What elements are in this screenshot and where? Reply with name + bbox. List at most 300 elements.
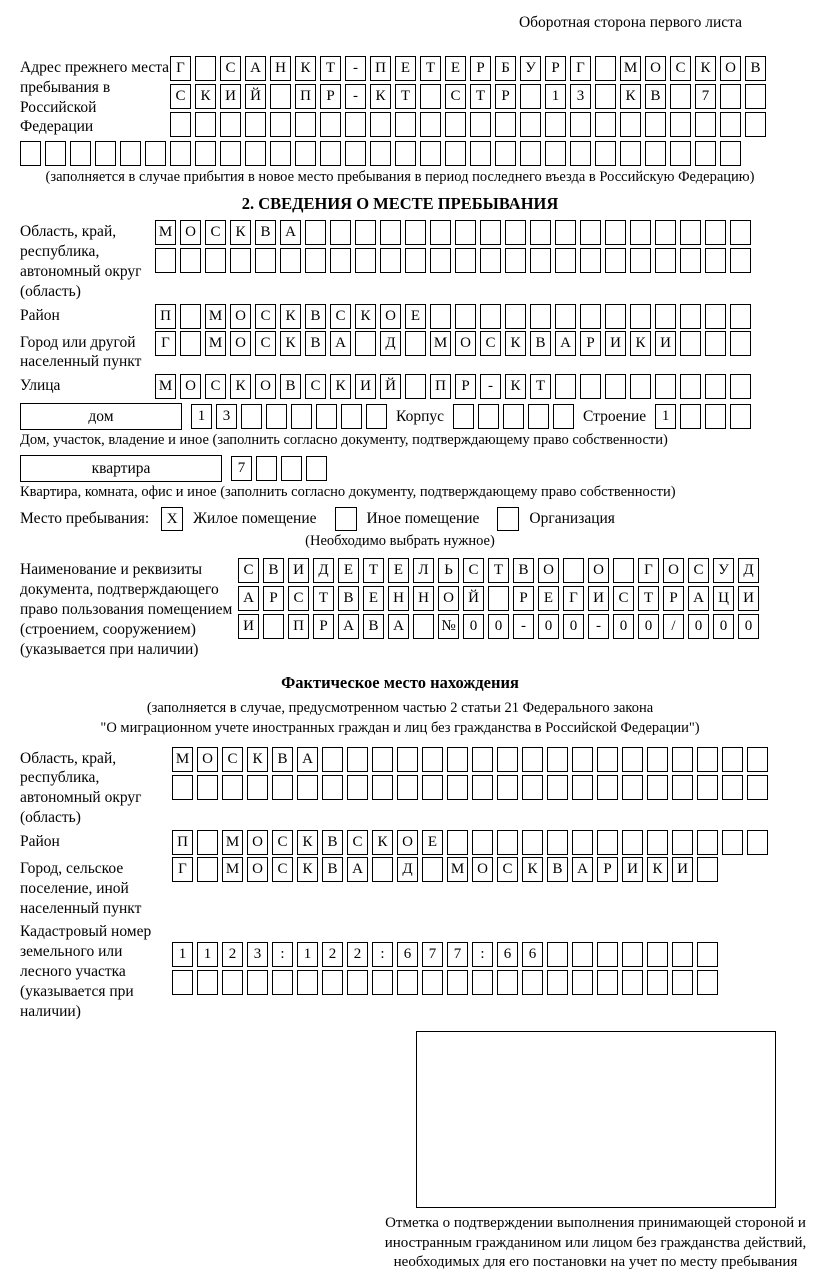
char-cell (195, 141, 216, 166)
char-cell: С (480, 331, 501, 356)
char-cell (705, 304, 726, 329)
char-cell (547, 747, 568, 772)
char-cell (355, 248, 376, 273)
char-cell (472, 747, 493, 772)
apartment-cells (231, 456, 327, 481)
house-number-cells (191, 404, 387, 429)
char-cell: Г (172, 857, 193, 882)
char-cell: И (672, 857, 693, 882)
char-cell (497, 747, 518, 772)
char-cell (730, 304, 751, 329)
char-cell: К (505, 374, 526, 399)
char-cell: С (288, 586, 309, 611)
char-cell (180, 331, 201, 356)
char-cell (422, 775, 443, 800)
char-cell: 3 (216, 404, 237, 429)
korpus-label: Корпус (396, 407, 444, 425)
section3-note-2: "О миграционном учете иностранных граждан и лиц без гражданства в Российской Федерации") (100, 719, 700, 736)
char-cell: М (205, 331, 226, 356)
checkbox-zhiloe: X (161, 507, 183, 531)
char-cell: И (238, 614, 259, 639)
char-cell: А (338, 614, 359, 639)
char-cell: О (645, 56, 666, 81)
char-cell (572, 775, 593, 800)
char-cell (705, 331, 726, 356)
prev-address-field (20, 56, 780, 137)
char-cell (413, 614, 434, 639)
char-cell (495, 112, 516, 137)
char-cell (497, 970, 518, 995)
cadastre-field (20, 920, 780, 1021)
char-cell: А (347, 857, 368, 882)
char-cell: К (505, 331, 526, 356)
char-cell: О (538, 558, 559, 583)
char-cell (622, 775, 643, 800)
char-cell: О (720, 56, 741, 81)
char-cell (630, 220, 651, 245)
char-cell: - (588, 614, 609, 639)
char-cell (622, 942, 643, 967)
char-cell (522, 775, 543, 800)
char-cell (595, 56, 616, 81)
char-cell: - (480, 374, 501, 399)
char-cell (570, 112, 591, 137)
char-cell: 3 (570, 84, 591, 109)
char-cell (547, 942, 568, 967)
char-cell: Д (380, 331, 401, 356)
char-cell: : (372, 942, 393, 967)
char-cell (547, 775, 568, 800)
region-label: Область, край, республика, автономный округ (область) (20, 223, 142, 300)
char-cell (272, 775, 293, 800)
char-cell: К (297, 830, 318, 855)
document-row-1 (238, 558, 759, 583)
char-cell: 2 (222, 942, 243, 967)
page-side-note: Оборотная сторона первого листа (518, 14, 742, 31)
char-cell: Р (663, 586, 684, 611)
char-cell (347, 970, 368, 995)
document-label: Наименование и реквизиты документа, подтверждающего право пользования помещением (строением, сооружением) (указывается при наличии) (20, 561, 233, 658)
char-cell (330, 248, 351, 273)
prev-address-row-4 (20, 141, 780, 166)
char-cell (622, 970, 643, 995)
char-cell: О (663, 558, 684, 583)
fact-region-label: Область, край, республика, автономный округ (область) (20, 749, 142, 827)
char-cell (430, 220, 451, 245)
char-cell: К (230, 374, 251, 399)
char-cell (422, 747, 443, 772)
city-row (155, 331, 751, 356)
char-cell: М (222, 857, 243, 882)
char-cell: С (347, 830, 368, 855)
char-cell: Н (413, 586, 434, 611)
district-label: Район (20, 306, 60, 324)
char-cell (297, 775, 318, 800)
char-cell: 1 (297, 942, 318, 967)
street-label: Улица (20, 377, 61, 395)
char-cell: И (588, 586, 609, 611)
char-cell (597, 970, 618, 995)
char-cell: / (663, 614, 684, 639)
section2-title: 2. СВЕДЕНИЯ О МЕСТЕ ПРЕБЫВАНИЯ (241, 194, 559, 214)
char-cell (220, 112, 241, 137)
char-cell: 3 (247, 942, 268, 967)
char-cell (197, 775, 218, 800)
char-cell (45, 141, 66, 166)
char-cell (263, 614, 284, 639)
option-organizaciya-label: Организация (529, 510, 615, 528)
char-cell (545, 141, 566, 166)
house-box: дом (20, 403, 182, 430)
char-cell: Л (413, 558, 434, 583)
char-cell (572, 747, 593, 772)
char-cell: О (230, 331, 251, 356)
char-cell (722, 830, 743, 855)
city-field (20, 331, 780, 373)
char-cell: А (688, 586, 709, 611)
char-cell (472, 830, 493, 855)
char-cell (455, 304, 476, 329)
char-cell (563, 558, 584, 583)
char-cell: М (620, 56, 641, 81)
char-cell: К (522, 857, 543, 882)
char-cell (172, 970, 193, 995)
char-cell (747, 775, 768, 800)
char-cell (605, 220, 626, 245)
char-cell (345, 141, 366, 166)
fact-region-field (20, 747, 780, 828)
char-cell: К (295, 56, 316, 81)
char-cell: В (305, 304, 326, 329)
section3-note-1: (заполняется в случае, предусмотренном частью 2 статьи 21 Федерального закона (146, 700, 654, 717)
char-cell (478, 404, 499, 429)
char-cell: К (195, 84, 216, 109)
char-cell (405, 374, 426, 399)
char-cell (397, 747, 418, 772)
char-cell (470, 112, 491, 137)
fact-region-rows (172, 747, 768, 800)
char-cell (472, 970, 493, 995)
prev-address-rows (170, 56, 766, 137)
char-cell (305, 248, 326, 273)
char-cell (70, 141, 91, 166)
char-cell: 0 (713, 614, 734, 639)
char-cell: О (180, 220, 201, 245)
char-cell: Д (738, 558, 759, 583)
char-cell: Ь (438, 558, 459, 583)
char-cell (470, 141, 491, 166)
prev-address-row-1 (170, 56, 766, 81)
char-cell: О (255, 374, 276, 399)
fact-city-label: Город, сельское поселение, иной населенный пункт (20, 859, 142, 917)
fact-district-row (172, 830, 768, 855)
char-cell (680, 374, 701, 399)
char-cell (747, 830, 768, 855)
char-cell: А (388, 614, 409, 639)
char-cell: О (230, 304, 251, 329)
char-cell: О (247, 857, 268, 882)
char-cell: 0 (688, 614, 709, 639)
char-cell (447, 830, 468, 855)
char-cell (380, 248, 401, 273)
char-cell: О (180, 374, 201, 399)
char-cell (20, 141, 41, 166)
char-cell: К (372, 830, 393, 855)
char-cell (447, 970, 468, 995)
char-cell: Е (338, 558, 359, 583)
char-cell (180, 248, 201, 273)
char-cell (420, 112, 441, 137)
char-cell: 0 (613, 614, 634, 639)
char-cell: С (272, 830, 293, 855)
char-cell (655, 374, 676, 399)
region-field (20, 220, 780, 301)
char-cell: А (280, 220, 301, 245)
char-cell (372, 747, 393, 772)
region-rows (155, 220, 751, 273)
char-cell (195, 56, 216, 81)
char-cell: 1 (172, 942, 193, 967)
char-cell: Е (388, 558, 409, 583)
char-cell: Н (388, 586, 409, 611)
char-cell (520, 141, 541, 166)
char-cell: К (355, 304, 376, 329)
char-cell (320, 112, 341, 137)
char-cell (380, 220, 401, 245)
char-cell (488, 586, 509, 611)
char-cell (672, 942, 693, 967)
char-cell (480, 248, 501, 273)
char-cell: М (222, 830, 243, 855)
char-cell (730, 331, 751, 356)
stay-type-note: (Необходимо выбрать нужное) (305, 533, 495, 550)
char-cell: О (472, 857, 493, 882)
char-cell: Д (313, 558, 334, 583)
char-cell (697, 747, 718, 772)
char-cell: 7 (695, 84, 716, 109)
char-cell (745, 84, 766, 109)
char-cell (622, 830, 643, 855)
char-cell (256, 456, 277, 481)
char-cell: В (745, 56, 766, 81)
stay-type-row (20, 507, 780, 531)
char-cell (480, 304, 501, 329)
char-cell (630, 304, 651, 329)
char-cell (570, 141, 591, 166)
char-cell (720, 141, 741, 166)
char-cell (680, 220, 701, 245)
char-cell (595, 112, 616, 137)
char-cell: Г (170, 56, 191, 81)
char-cell (555, 304, 576, 329)
char-cell: А (238, 586, 259, 611)
char-cell: Е (422, 830, 443, 855)
char-cell (197, 857, 218, 882)
char-cell (655, 220, 676, 245)
char-cell: К (280, 331, 301, 356)
char-cell (730, 220, 751, 245)
char-cell (255, 248, 276, 273)
char-cell (447, 747, 468, 772)
char-cell (647, 942, 668, 967)
char-cell: С (170, 84, 191, 109)
char-cell: 0 (563, 614, 584, 639)
char-cell: А (555, 331, 576, 356)
cadastre-row-2 (172, 970, 718, 995)
char-cell: Г (155, 331, 176, 356)
char-cell (697, 857, 718, 882)
stamp-caption: Отметка о подтверждении выполнения принимающей стороной и иностранным гражданином или лицом без гражданства действий, необходимых для его постановки на учет по месту пребывания (384, 1215, 807, 1271)
char-cell (555, 374, 576, 399)
char-cell: Р (495, 84, 516, 109)
char-cell: С (445, 84, 466, 109)
char-cell (730, 404, 751, 429)
char-cell (630, 248, 651, 273)
char-cell: М (447, 857, 468, 882)
char-cell (672, 970, 693, 995)
char-cell (222, 775, 243, 800)
char-cell: 2 (322, 942, 343, 967)
checkbox-inoe (335, 507, 357, 531)
char-cell (545, 112, 566, 137)
char-cell: С (272, 857, 293, 882)
char-cell (420, 84, 441, 109)
char-cell: Р (320, 84, 341, 109)
char-cell: О (197, 747, 218, 772)
char-cell (605, 248, 626, 273)
char-cell (395, 141, 416, 166)
char-cell (280, 248, 301, 273)
char-cell (291, 404, 312, 429)
char-cell (295, 112, 316, 137)
apartment-note: Квартира, комната, офис и иное (заполнить согласно документу, подтверждающему право собственности) (20, 484, 676, 501)
char-cell: К (247, 747, 268, 772)
char-cell (672, 830, 693, 855)
char-cell: Р (597, 857, 618, 882)
option-inoe-label: Иное помещение (366, 510, 480, 528)
region-row-2 (155, 248, 751, 273)
char-cell (341, 404, 362, 429)
char-cell (230, 248, 251, 273)
char-cell (370, 112, 391, 137)
char-cell (266, 404, 287, 429)
char-cell: А (245, 56, 266, 81)
char-cell (730, 374, 751, 399)
char-cell (620, 112, 641, 137)
char-cell (572, 830, 593, 855)
char-cell: Й (245, 84, 266, 109)
prev-address-row-2 (170, 84, 766, 109)
char-cell: И (605, 331, 626, 356)
char-cell (455, 220, 476, 245)
document-rows (238, 558, 759, 639)
char-cell (605, 304, 626, 329)
char-cell (705, 248, 726, 273)
char-cell: 2 (347, 942, 368, 967)
char-cell (645, 141, 666, 166)
char-cell (597, 942, 618, 967)
char-cell (695, 141, 716, 166)
char-cell (613, 558, 634, 583)
char-cell: П (155, 304, 176, 329)
char-cell (422, 857, 443, 882)
char-cell (555, 220, 576, 245)
char-cell (420, 141, 441, 166)
char-cell (355, 220, 376, 245)
char-cell: В (338, 586, 359, 611)
char-cell (572, 942, 593, 967)
char-cell: 7 (231, 456, 252, 481)
char-cell (705, 374, 726, 399)
char-cell: А (330, 331, 351, 356)
char-cell: О (380, 304, 401, 329)
char-cell (670, 141, 691, 166)
char-cell (605, 374, 626, 399)
char-cell (145, 141, 166, 166)
char-cell: О (397, 830, 418, 855)
char-cell: - (345, 84, 366, 109)
char-cell (647, 970, 668, 995)
char-cell (622, 747, 643, 772)
char-cell (347, 747, 368, 772)
char-cell (295, 141, 316, 166)
char-cell (222, 970, 243, 995)
char-cell: В (322, 857, 343, 882)
char-cell (597, 775, 618, 800)
char-cell (505, 220, 526, 245)
char-cell: В (363, 614, 384, 639)
char-cell (580, 304, 601, 329)
char-cell: П (172, 830, 193, 855)
char-cell: К (370, 84, 391, 109)
char-cell (480, 220, 501, 245)
char-cell (630, 374, 651, 399)
char-cell: М (430, 331, 451, 356)
char-cell (95, 141, 116, 166)
char-cell: 0 (638, 614, 659, 639)
char-cell (305, 220, 326, 245)
char-cell (647, 747, 668, 772)
char-cell: П (430, 374, 451, 399)
char-cell: 6 (522, 942, 543, 967)
char-cell (697, 970, 718, 995)
char-cell: Ц (713, 586, 734, 611)
char-cell (547, 970, 568, 995)
char-cell: П (370, 56, 391, 81)
char-cell (530, 248, 551, 273)
char-cell (520, 112, 541, 137)
char-cell (272, 970, 293, 995)
char-cell (320, 141, 341, 166)
char-cell (355, 331, 376, 356)
char-cell: 6 (397, 942, 418, 967)
char-cell (245, 141, 266, 166)
char-cell (745, 112, 766, 137)
char-cell: Р (513, 586, 534, 611)
char-cell (445, 112, 466, 137)
char-cell: С (305, 374, 326, 399)
char-cell: М (155, 374, 176, 399)
char-cell: Р (263, 586, 284, 611)
char-cell: К (297, 857, 318, 882)
char-cell: Е (538, 586, 559, 611)
char-cell (455, 248, 476, 273)
char-cell: К (630, 331, 651, 356)
char-cell: Й (463, 586, 484, 611)
stroenie-label: Строение (583, 407, 647, 425)
char-cell (680, 304, 701, 329)
char-cell: 1 (545, 84, 566, 109)
